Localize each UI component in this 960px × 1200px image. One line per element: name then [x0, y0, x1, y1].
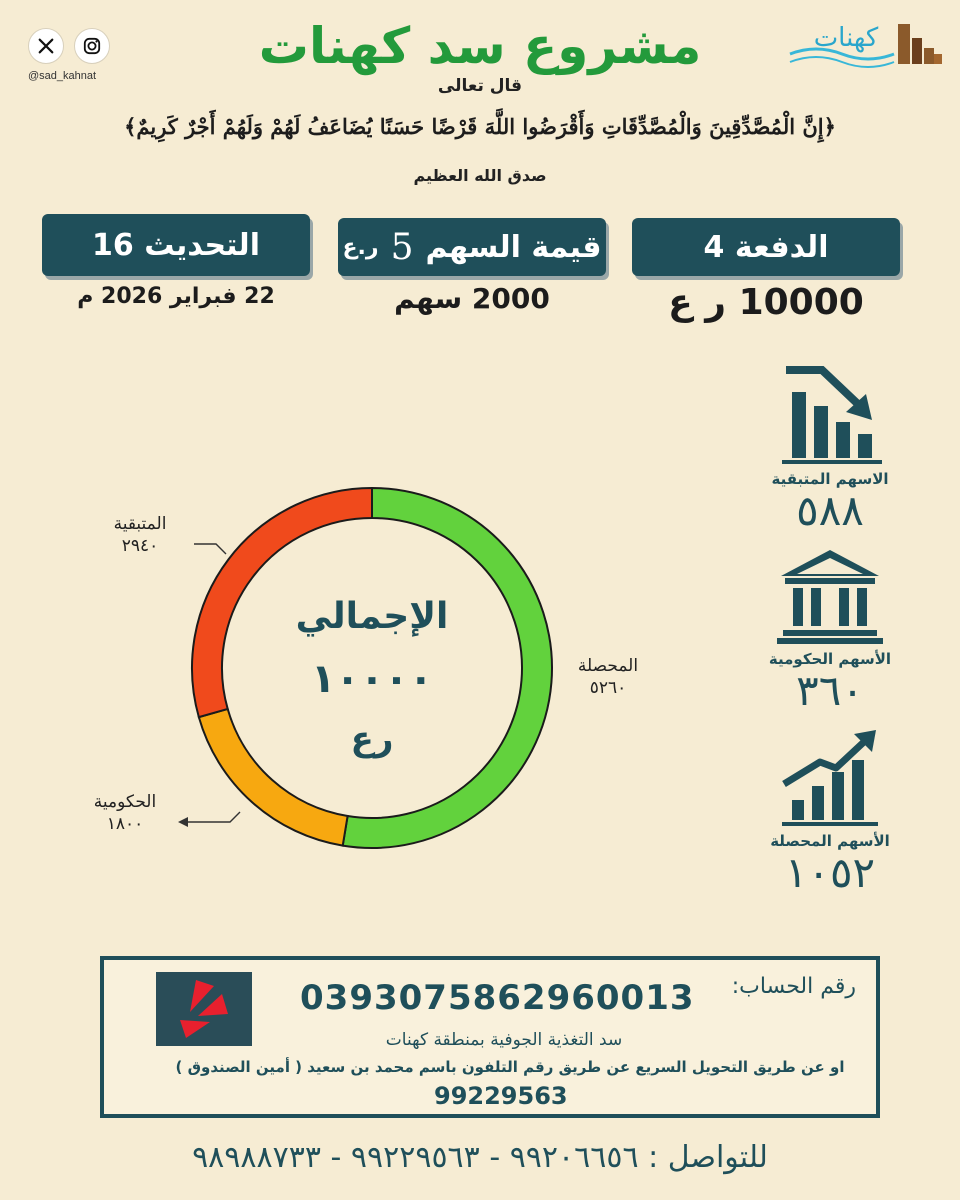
quran-verse: ﴿إِنَّ الْمُصَّدِّقِينَ وَالْمُصَّدِّقَاتِ وَأَقْرَضُوا اللَّهَ قَرْضًا حَسَنًا يُضَاعَفُ لَهُمْ وَلَهُمْ أَجْرٌ كَرِيمٌ﴾ [124, 114, 836, 139]
label-government [70, 792, 180, 834]
stat-government-value: ٣٦٠ [796, 666, 864, 715]
label-collected [548, 656, 668, 698]
social-handle[interactable]: @sad_kahnat [28, 70, 97, 82]
label-remaining-text: المتبقية [113, 514, 167, 534]
label-collected-value: ٥٢٦٠ [589, 678, 627, 698]
government-building-icon [775, 546, 885, 646]
share-value-box [338, 218, 606, 276]
stat-remaining-value: ٥٨٨ [796, 486, 864, 535]
treasurer-phone[interactable]: 99229563 [434, 1082, 568, 1110]
stat-remaining-shares [730, 362, 930, 534]
account-name: سد التغذية الجوفية بمنطقة كهنات [385, 1030, 623, 1050]
label-government-value: ١٨٠٠ [106, 814, 144, 834]
social-links [28, 28, 118, 82]
stat-collected-shares [730, 724, 930, 896]
stat-collected-caption: الأسهم المحصلة [770, 832, 890, 850]
installment-amount: 10000 ر ع [668, 282, 864, 323]
share-value: 5 [390, 226, 414, 268]
project-logo [786, 10, 946, 72]
subtitle: قال تعالى [437, 76, 523, 96]
share-unit: ر.ع [342, 234, 379, 260]
stat-remaining-caption: الاسهم المتبقية [771, 470, 889, 488]
transfer-note: او عن طريق التحويل السريع عن طريق رقم التلفون باسم محمد بن سعيد ( أمين الصندوق ) [175, 1058, 845, 1076]
bank-logo-icon [156, 972, 252, 1046]
verse-closing: صدق الله العظيم [413, 166, 547, 185]
share-label: قيمة السهم [425, 229, 602, 265]
page-title: مشروع سد كهنات [258, 17, 702, 75]
label-remaining [80, 514, 200, 556]
donut-center-unit: رع [350, 719, 394, 759]
donut-chart [186, 482, 558, 854]
shares-count: 2000 سهم [394, 282, 550, 315]
account-number[interactable]: 0393075862960013 [300, 978, 695, 1018]
update-date: 22 فبراير 2026 م [77, 284, 275, 309]
bank-details-panel [100, 956, 880, 1118]
donut-center-value: ١٠٠٠٠ [310, 656, 434, 702]
chart-down-icon [770, 362, 890, 466]
stat-government-caption: الأسهم الحكومية [768, 650, 892, 668]
account-label: رقم الحساب: [731, 974, 856, 999]
label-remaining-value: ٢٩٤٠ [121, 536, 159, 556]
logo-text: كهنات [813, 23, 879, 53]
label-collected-text: المحصلة [577, 656, 639, 676]
instagram-icon[interactable] [74, 28, 110, 64]
stat-government-shares [730, 546, 930, 714]
pointer-government [176, 806, 246, 830]
update-box [42, 214, 310, 276]
pointer-remaining [192, 540, 232, 560]
label-government-text: الحكومية [93, 792, 157, 812]
chart-up-icon [770, 724, 890, 828]
contact-numbers[interactable]: للتواصل : ٩٩٢٠٦٦٥٦ - ٩٩٢٢٩٥٦٣ - ٩٨٩٨٨٧٣٣ [192, 1140, 768, 1175]
x-icon[interactable] [28, 28, 64, 64]
update-label: التحديث 16 [92, 227, 260, 263]
stat-collected-value: ١٠٥٢ [784, 848, 876, 897]
installment-label: الدفعة 4 [703, 229, 829, 265]
installment-box [632, 218, 900, 276]
donut-center-title: الإجمالي [295, 596, 449, 637]
